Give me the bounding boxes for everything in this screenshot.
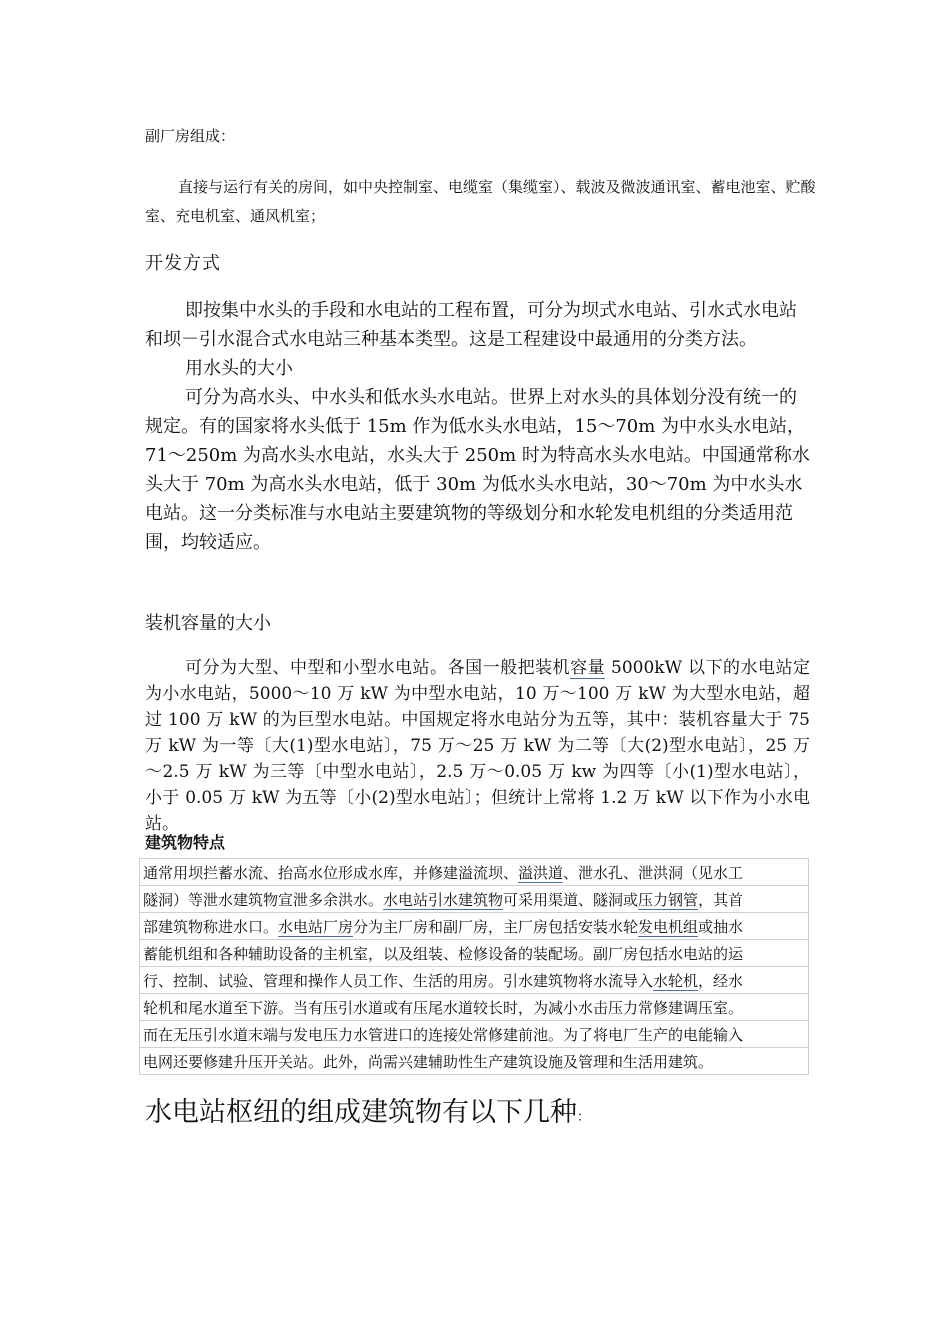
development-heading: 开发方式	[145, 253, 221, 274]
table-row	[140, 994, 809, 1021]
features-table	[139, 858, 809, 1075]
head-size-subheading: 用水头的大小	[185, 358, 293, 379]
table-cell	[140, 1021, 809, 1048]
table-row	[140, 859, 809, 886]
table-cell	[140, 940, 809, 967]
text-segment: 或抽水	[698, 917, 744, 936]
text-segment: 部建筑物称进水口。	[143, 917, 279, 936]
sub-building-heading: 副厂房组成：	[145, 127, 236, 145]
table-cell	[140, 859, 809, 886]
components-heading-colon: ：	[577, 1110, 591, 1125]
text-segment: 通常用坝拦蓄水流、抬高水位形成水库，并修建溢流坝、	[143, 863, 519, 882]
table-row	[140, 886, 809, 913]
table-cell	[140, 1048, 809, 1075]
table-row	[140, 967, 809, 994]
term-link[interactable]: 溢洪道	[518, 863, 564, 882]
term-link[interactable]: 水电站引水建筑物	[383, 890, 504, 909]
head-size-paragraph: 可分为高水头、中水头和低水头水电站。世界上对水头的具体划分没有统一的规定。有的国家将水头低于 15m 作为低水头水电站，15～70m 为中水头水电站，71～250m 为高水头水电站，水头大于 250m 时为特高水头水电站。中国通常称水头大于 70m 为高水头水电站，低于 30m 为低水头水电站，30～70m 为中水头水电站。这一分类标准与水电站主要建筑物的等级划分和水轮发电机组的分类适用范围，均较适应。	[145, 387, 810, 553]
text-segment: 而在无压引水道末端与发电压力水管进口的连接处常修建前池。为了将电厂生产的电能输入	[143, 1025, 744, 1044]
components-heading	[145, 1090, 590, 1129]
text-segment: 可采用渠道、隧洞或	[503, 890, 639, 909]
text-segment: ，经水	[698, 971, 744, 990]
text-segment: 电网还要修建升压开关站。此外，尚需兴建辅助性生产建筑设施及管理和生活用建筑。	[143, 1052, 714, 1071]
term-link[interactable]: 水轮机	[653, 971, 699, 990]
text-segment: 分为主厂房和副厂房，主厂房包括安装水轮	[353, 917, 639, 936]
capacity-paragraph	[145, 655, 810, 837]
development-paragraph: 即按集中水头的手段和水电站的工程布置，可分为坝式水电站、引水式水电站和坝－引水混合式水电站三种基本类型。这是工程建设中最通用的分类方法。	[145, 300, 797, 350]
table-row	[140, 1021, 809, 1048]
text-segment: 蓄能机组和各种辅助设备的主机室，以及组装、检修设备的装配场。副厂房包括水电站的运	[143, 944, 744, 963]
term-link[interactable]: 水电站厂房	[278, 917, 354, 936]
table-row	[140, 913, 809, 940]
term-link[interactable]: 压力钢管	[638, 890, 699, 909]
capacity-heading: 装机容量的大小	[145, 613, 271, 634]
table-row	[140, 940, 809, 967]
text-segment: 轮机和尾水道至下游。当有压引水道或有压尾水道较长时，为减小水击压力常修建调压室。	[143, 998, 744, 1017]
capacity-text-a: 可分为大型、中型和小型水电站。各国一般把装机	[185, 658, 571, 678]
table-cell	[140, 967, 809, 994]
term-link[interactable]: 发电机组	[638, 917, 699, 936]
text-segment: 、泄水孔、泄洪洞（见水工	[563, 863, 744, 882]
development-section	[145, 296, 810, 557]
components-heading-text: 水电站枢纽的组成建筑物有以下几种	[145, 1097, 577, 1128]
sub-building-paragraph: 直接与运行有关的房间，如中央控制室、电缆室（集缆室）、载波及微波通讯室、蓄电池室、贮酸室、充电机室、通风机室；	[145, 178, 816, 225]
features-heading: 建筑物特点	[145, 833, 226, 852]
text-segment: ，其首	[698, 890, 744, 909]
text-segment: 行、控制、试验、管理和操作人员工作、生活的用房。引水建筑物将水流导入	[143, 971, 654, 990]
table-row	[140, 1048, 809, 1075]
text-segment: 隧洞）等泄水建筑物宣泄多余洪水。	[143, 890, 384, 909]
capacity-text-b: 5000kW 以下的水电站定为小水电站，5000～10 万 kW 为中型水电站，10 万～100 万 kW 为大型水电站，超过 100 万 kW 的为巨型水电站。中国规定将水电站分为五等，其中：装机容量大于 75 万 kW 为一等〔大(1)型水电站〕，75 万～25 万 kW 为二等〔大(2)型水电站〕，25 万～2.5 万 kW 为三等〔中型水电站〕，2.5 万～0.05 万 kw 为四等〔小(1)型水电站〕，小于 0.05 万 kW 为五等〔小(2)型水电站〕；但统计上常将 1.2 万 kW 以下作为小水电站。	[145, 658, 811, 834]
table-cell	[140, 994, 809, 1021]
table-cell	[140, 886, 809, 913]
capacity-link[interactable]: 容量	[570, 658, 606, 678]
table-cell	[140, 913, 809, 940]
